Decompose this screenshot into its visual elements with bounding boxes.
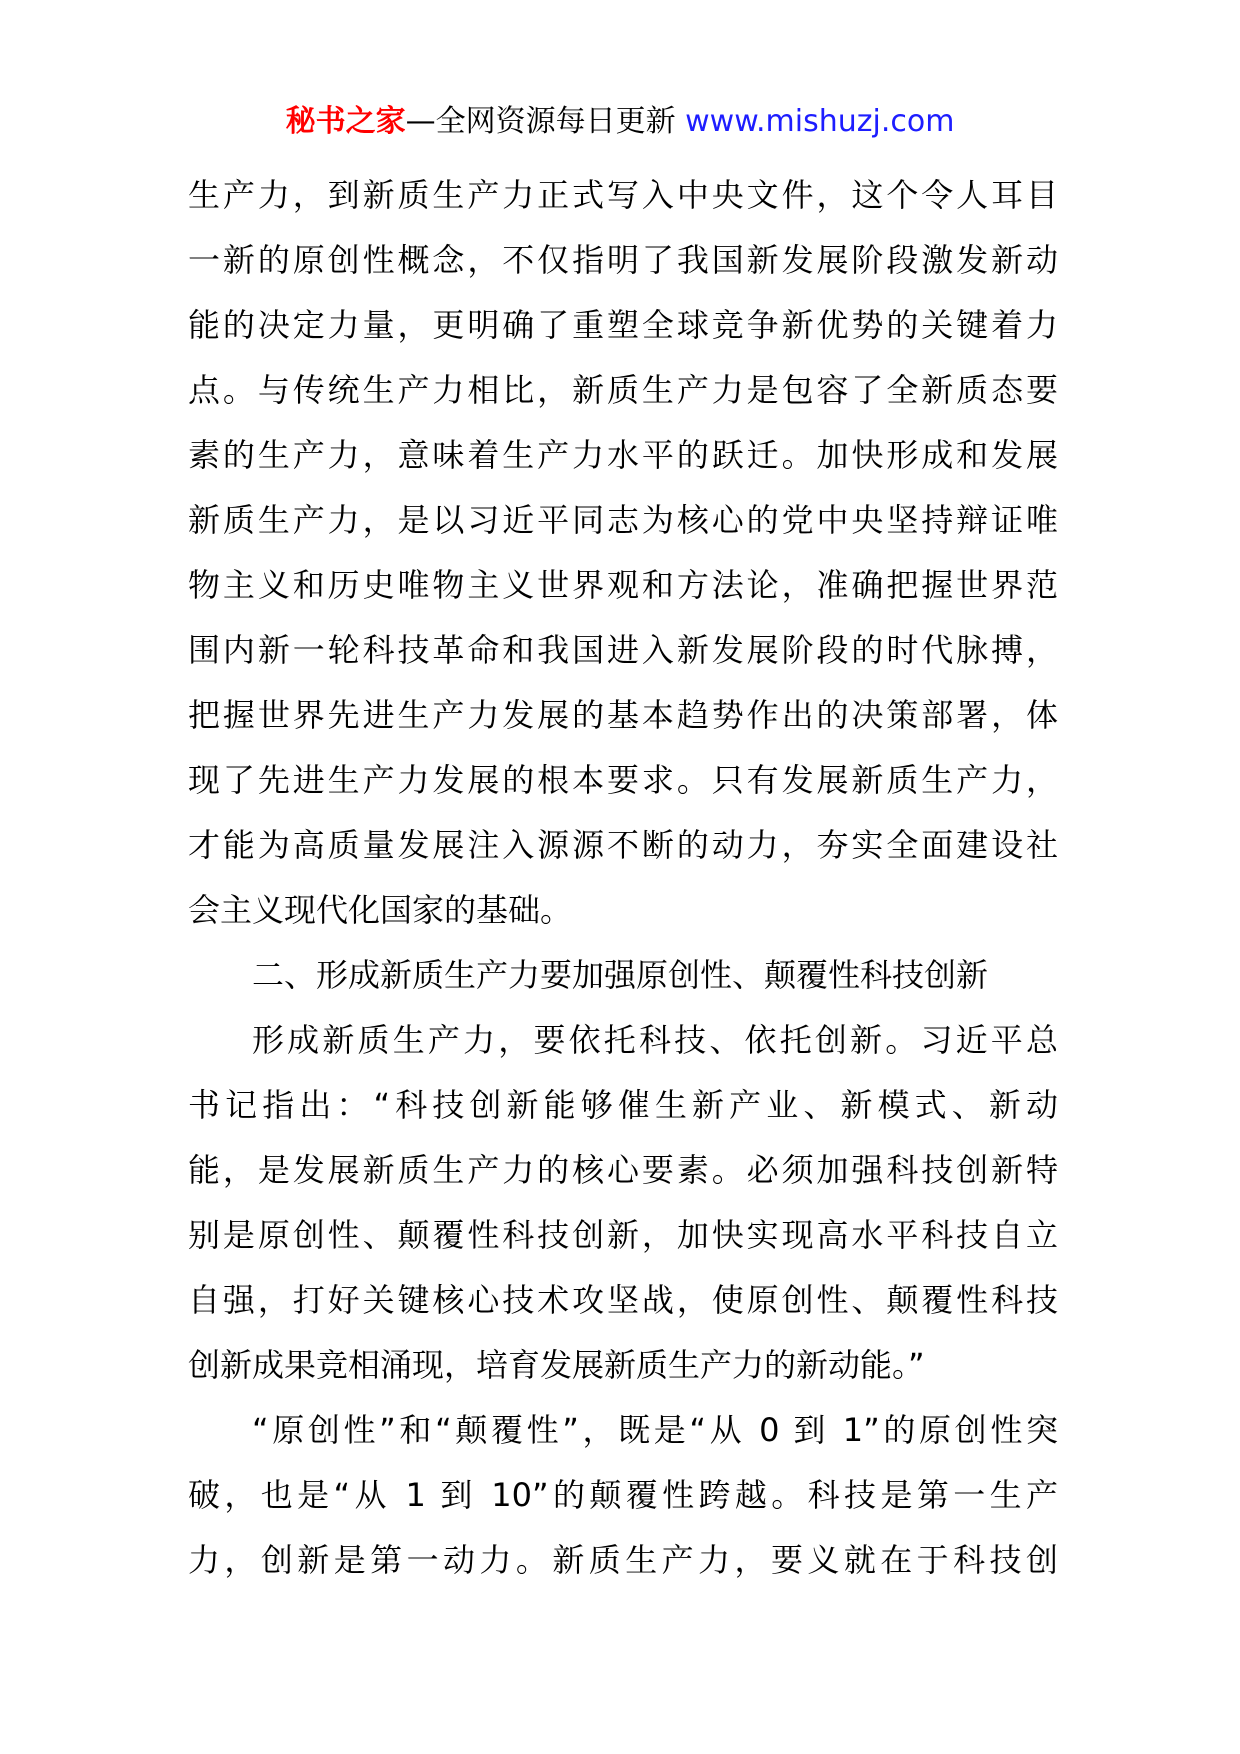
text-line: 一新的原创性概念，不仅指明了我国新发展阶段激发新动: [188, 241, 1058, 279]
text-line: 破，也是“从 1 到 10”的颠覆性跨越。科技是第一生产: [188, 1476, 1058, 1514]
text-line: 物主义和历史唯物主义世界观和方法论，准确把握世界范: [188, 566, 1058, 604]
text-line: 力，创新是第一动力。新质生产力，要义就在于科技创: [188, 1541, 1058, 1579]
brand-name: 秘书之家: [285, 104, 406, 139]
text-line: 点。与传统生产力相比，新质生产力是包容了全新质态要: [188, 371, 1058, 409]
text-line: “原创性”和“颠覆性”，既是“从 0 到 1”的原创性突: [252, 1411, 1058, 1449]
text-line: 能，是发展新质生产力的核心要素。必须加强科技创新特: [188, 1151, 1058, 1189]
section-heading: 二、形成新质生产力要加强原创性、颠覆性科技创新: [252, 956, 989, 994]
text-line: 创新成果竞相涌现，培育发展新质生产力的新动能。”: [188, 1346, 925, 1384]
text-line: 新质生产力，是以习近平同志为核心的党中央坚持辩证唯: [188, 501, 1058, 539]
text-line: 能的决定力量，更明确了重塑全球竞争新优势的关键着力: [188, 306, 1058, 344]
document-body: [188, 163, 1058, 1593]
page-header: [0, 100, 1240, 144]
text-line: 会主义现代化国家的基础。: [188, 891, 573, 929]
text-line: 素的生产力，意味着生产力水平的跃迁。加快形成和发展: [188, 436, 1058, 474]
site-url: www.mishuzj.com: [685, 104, 955, 139]
text-line: 现了先进生产力发展的根本要求。只有发展新质生产力，: [188, 761, 1058, 799]
text-line: 才能为高质量发展注入源源不断的动力，夯实全面建设社: [188, 826, 1058, 864]
text-line: 围内新一轮科技革命和我国进入新发展阶段的时代脉搏，: [188, 631, 1058, 669]
header-tagline: —全网资源每日更新: [405, 104, 676, 139]
text-line: 自强，打好关键核心技术攻坚战，使原创性、颠覆性科技: [188, 1281, 1058, 1319]
text-line: 别是原创性、颠覆性科技创新，加快实现高水平科技自立: [188, 1216, 1058, 1254]
text-line: 生产力，到新质生产力正式写入中央文件，这个令人耳目: [188, 176, 1058, 214]
text-line: 形成新质生产力，要依托科技、依托创新。习近平总: [252, 1021, 1058, 1059]
text-line: 把握世界先进生产力发展的基本趋势作出的决策部署，体: [188, 696, 1058, 734]
text-line: 书记指出：“科技创新能够催生新产业、新模式、新动: [188, 1086, 1058, 1124]
